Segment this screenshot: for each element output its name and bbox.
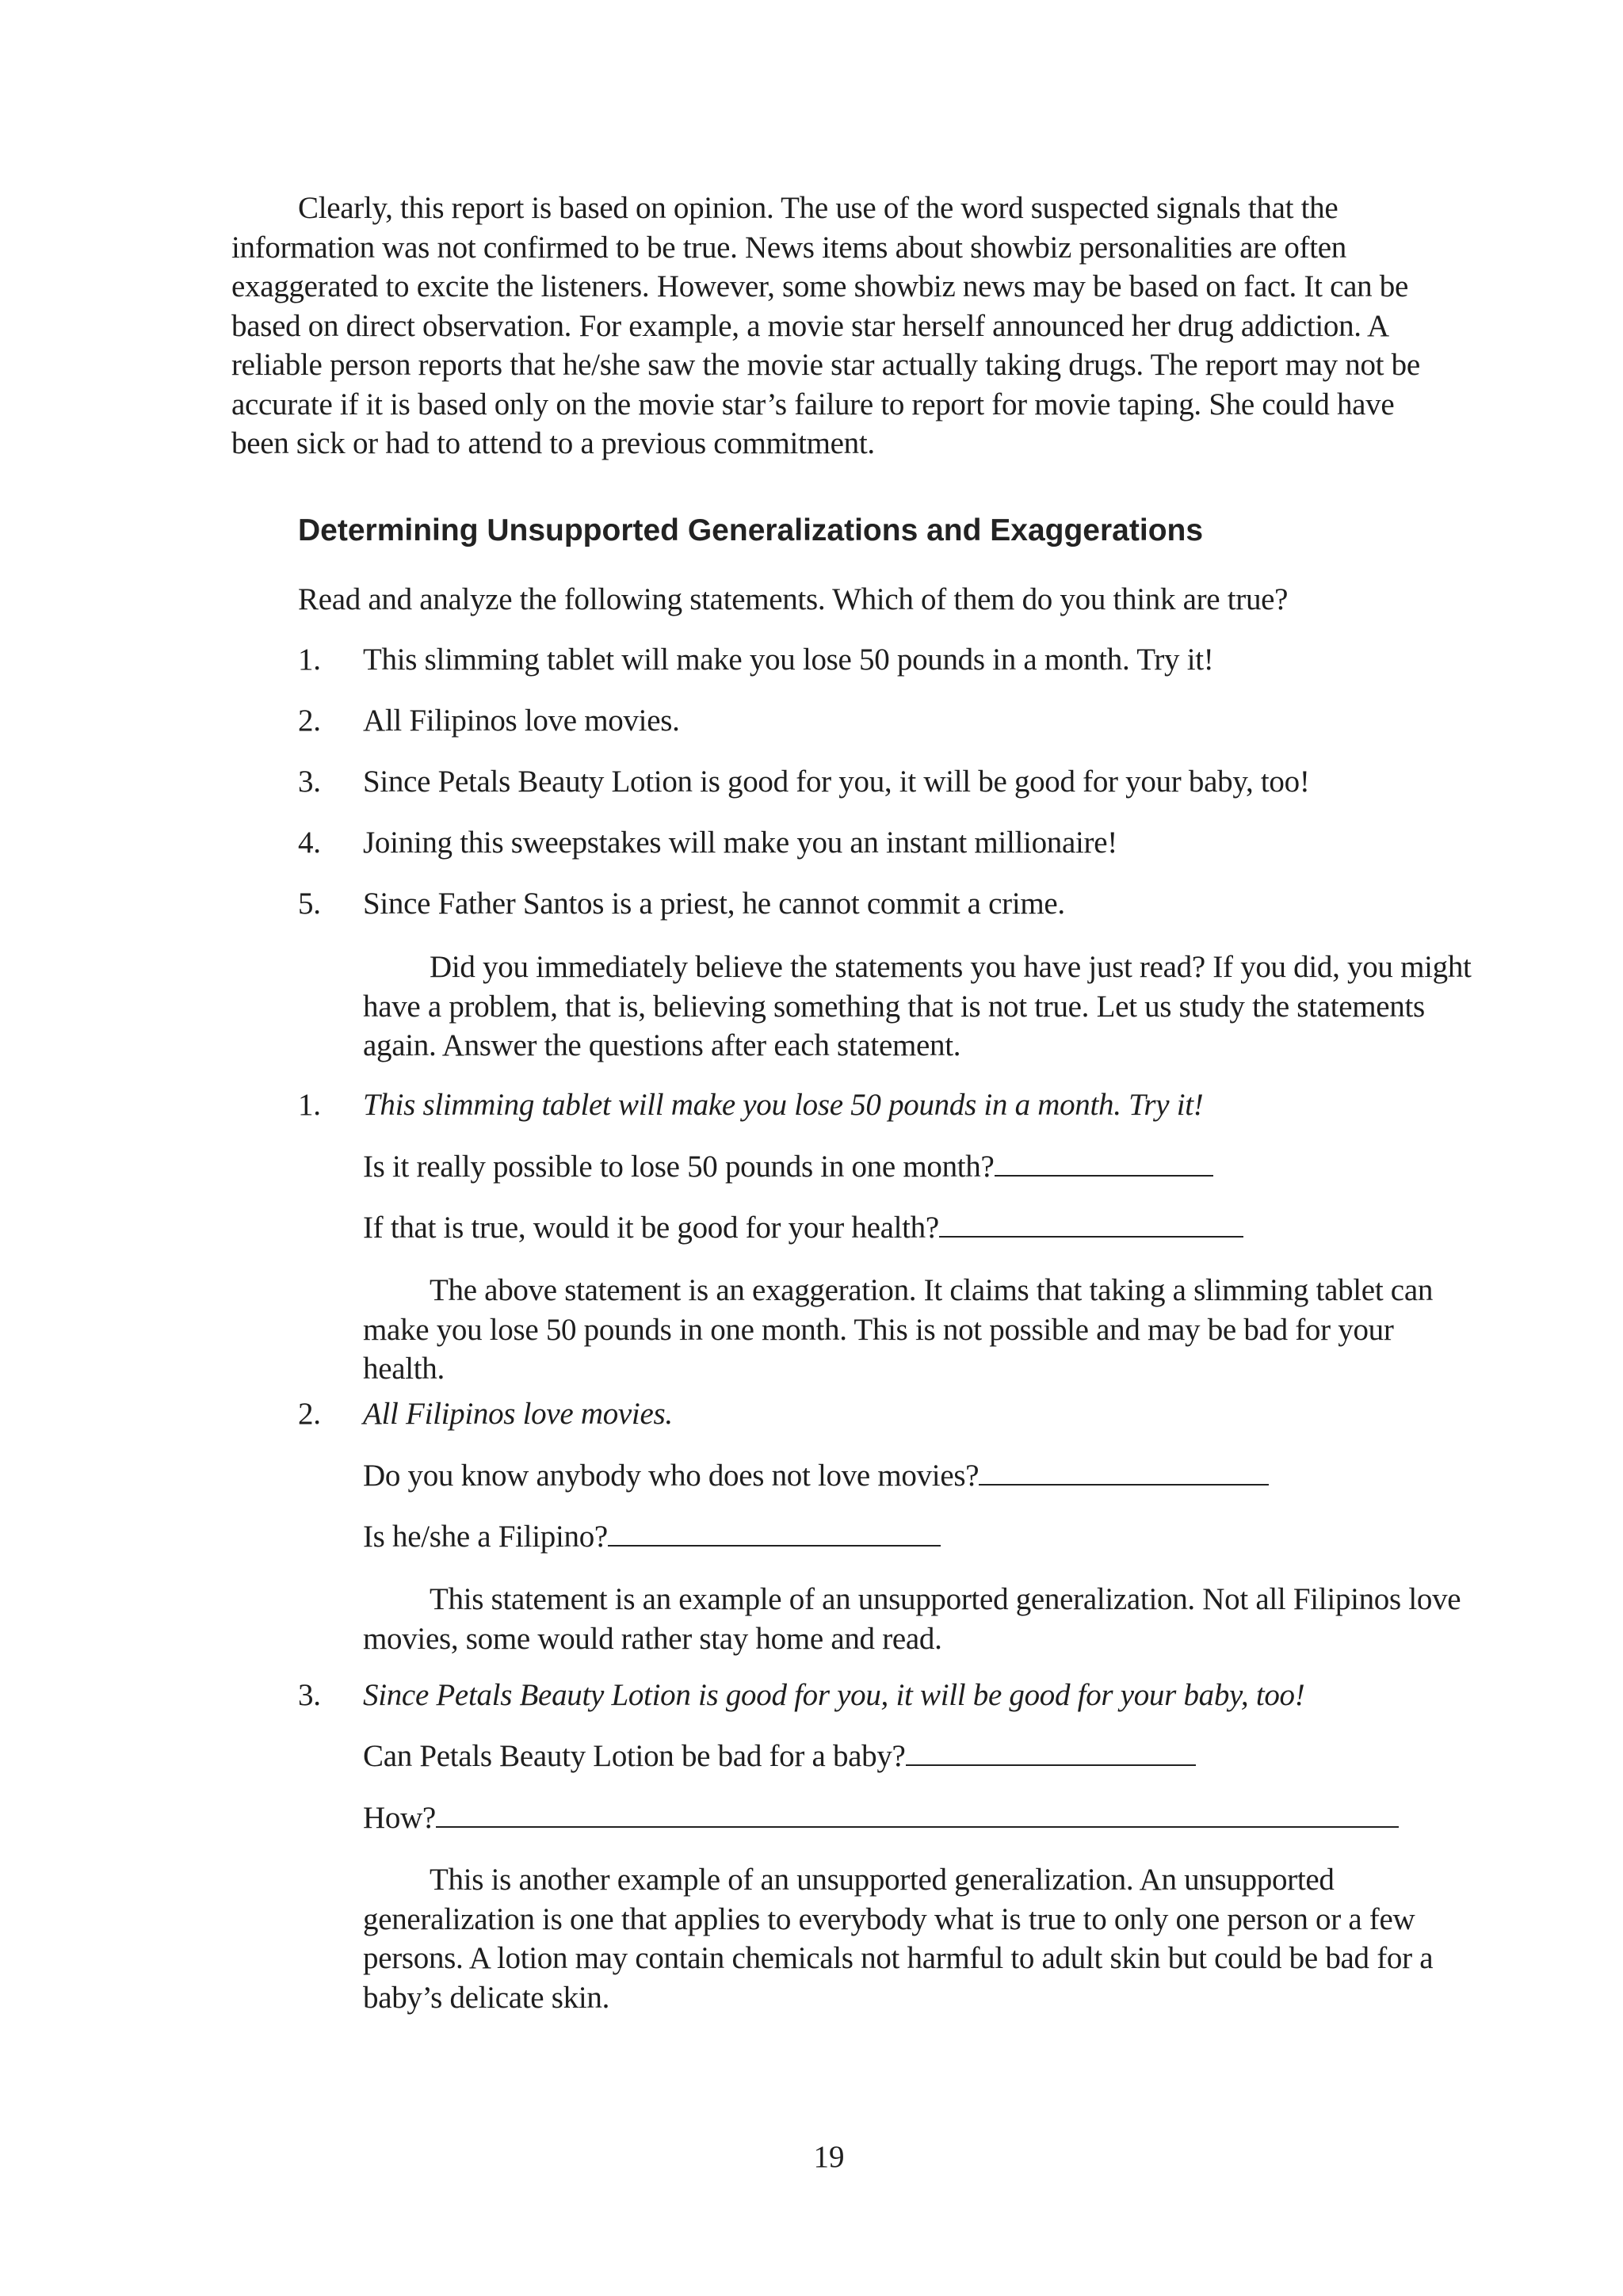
list-item xyxy=(298,640,1487,679)
answer-blank[interactable] xyxy=(436,1799,1399,1828)
answer-blank[interactable] xyxy=(906,1737,1196,1766)
analysis-statement xyxy=(298,1394,1487,1433)
question-line xyxy=(363,1208,1243,1247)
question-text: How? xyxy=(363,1801,436,1835)
intro-paragraph: Clearly, this report is based on opinion. The use of the word suspected signals that the information was not confirmed to be true. News items about showbiz personalities are often exaggerated to excite the listeners. However, some showbiz news may be based on fact. It can be based on direct observation. For example, a movie star herself announced her drug addiction. A reliable person reports that he/she saw the movie star actually taking drugs. The report may not be accurate if it is based only on the movie star’s failure to report for movie taping. She could have been sick or had to attend to a previous commitment. xyxy=(231,191,1420,460)
section-heading: Determining Unsupported Generalizations and Exaggerations xyxy=(298,513,1204,547)
transition-paragraph: Did you immediately believe the statements you have just read? If you did, you might have a problem, that is, believing something that is not true. Let us study the statements again. Answer the questions after each statement. xyxy=(363,950,1472,1062)
question-line xyxy=(363,1456,1269,1495)
list-item-number: 4. xyxy=(298,826,321,860)
question-line xyxy=(363,1737,1196,1775)
analysis-number: 2. xyxy=(298,1397,321,1431)
explanation-block xyxy=(363,1271,1472,1389)
list-item xyxy=(298,884,1487,923)
list-item xyxy=(298,762,1487,801)
explanation-paragraph: This is another example of an unsupported generalization. An unsupported generalization is one that applies to everybody what is true to only one person or a few persons. A lotion may contain chemicals not harmful to adult skin but could be bad for a baby’s delicate skin. xyxy=(363,1863,1434,2015)
answer-blank[interactable] xyxy=(995,1148,1213,1177)
transition-paragraph-block xyxy=(363,948,1472,1066)
question-line xyxy=(363,1798,1399,1837)
analysis-statement-text: All Filipinos love movies. xyxy=(363,1397,673,1431)
analysis-number: 3. xyxy=(298,1678,321,1712)
list-item-text: Since Petals Beauty Lotion is good for you, it will be good for your baby, too! xyxy=(363,765,1310,799)
section-heading-block xyxy=(298,513,1487,548)
list-item xyxy=(298,701,1487,740)
question-text: Do you know anybody who does not love movies? xyxy=(363,1459,980,1493)
answer-blank[interactable] xyxy=(979,1457,1269,1486)
analysis-statement-text: This slimming tablet will make you lose 50 pounds in a month. Try it! xyxy=(363,1088,1204,1122)
explanation-block xyxy=(363,1580,1472,1658)
list-item-text: Joining this sweepstakes will make you an instant millionaire! xyxy=(363,826,1117,860)
question-text: Is he/she a Filipino? xyxy=(363,1520,608,1554)
explanation-block xyxy=(363,1860,1472,2017)
list-item-text: Since Father Santos is a priest, he cannot commit a crime. xyxy=(363,887,1065,921)
question-line xyxy=(363,1147,1213,1186)
list-item-text: This slimming tablet will make you lose 50 pounds in a month. Try it! xyxy=(363,643,1214,677)
answer-blank[interactable] xyxy=(608,1518,941,1547)
list-item-number: 1. xyxy=(298,643,321,677)
list-item xyxy=(298,823,1487,862)
instruction-block xyxy=(298,580,1487,619)
explanation-paragraph: This statement is an example of an unsupported generalization. Not all Filipinos love movies, some would rather stay home and read. xyxy=(363,1582,1461,1656)
question-text: Can Petals Beauty Lotion be bad for a baby? xyxy=(363,1739,906,1773)
list-item-number: 2. xyxy=(298,704,321,738)
intro-paragraph-block xyxy=(231,189,1436,463)
analysis-statement-text: Since Petals Beauty Lotion is good for you, it will be good for your baby, too! xyxy=(363,1678,1305,1712)
page-number: 19 xyxy=(813,2140,845,2174)
list-item-number: 3. xyxy=(298,765,321,799)
analysis-statement xyxy=(298,1085,1487,1124)
list-item-number: 5. xyxy=(298,887,321,921)
list-item-text: All Filipinos love movies. xyxy=(363,704,680,738)
analysis-statement xyxy=(298,1676,1487,1714)
analysis-number: 1. xyxy=(298,1088,321,1122)
question-text: Is it really possible to lose 50 pounds in one month? xyxy=(363,1150,995,1184)
answer-blank[interactable] xyxy=(939,1209,1243,1238)
explanation-paragraph: The above statement is an exaggeration. It claims that taking a slimming tablet can make you lose 50 pounds in one month. This is not possible and may be bad for your health. xyxy=(363,1273,1434,1386)
question-text: If that is true, would it be good for your health? xyxy=(363,1211,939,1245)
instruction-text: Read and analyze the following statements. Which of them do you think are true? xyxy=(298,582,1289,616)
question-line xyxy=(363,1517,941,1556)
